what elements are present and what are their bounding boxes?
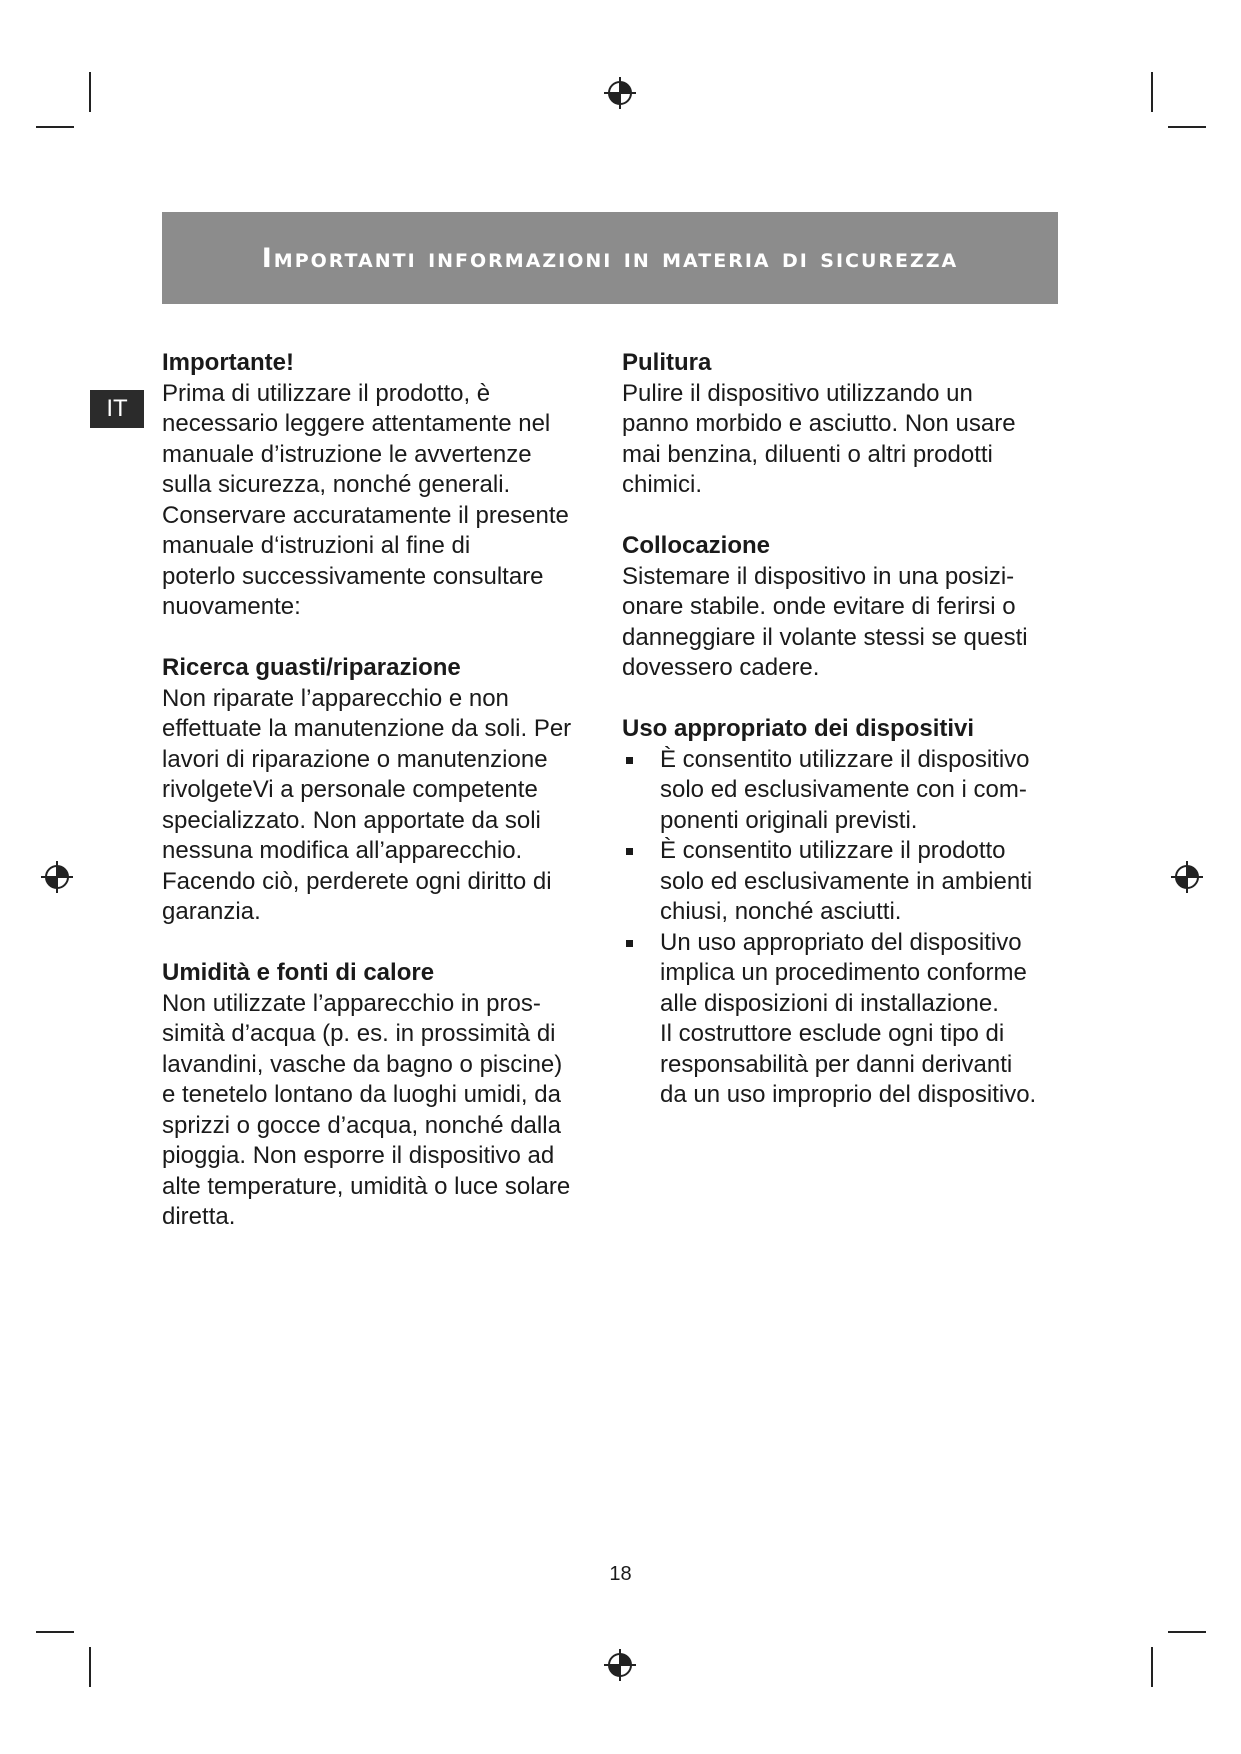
list-item: È consentito utilizzare il prodotto solo ed esclusivamente in ambienti chiusi, nonché asciutti. xyxy=(622,836,1062,928)
section-title: Uso appropriato dei dispositivi xyxy=(622,715,975,742)
language-tab: IT xyxy=(90,390,144,428)
page-title: Importanti informazioni in materia di sicurezza xyxy=(261,242,959,274)
crop-mark-bottom-right-vertical xyxy=(1151,1647,1153,1687)
registration-mark-icon xyxy=(603,76,637,110)
right-column xyxy=(622,348,1062,1141)
list-item: È consentito utilizzare il dispositivo solo ed esclusivamente con i com- ponenti originali previsti. xyxy=(622,745,1062,837)
section-text: Non riparate l’apparecchio e non effettuate la manutenzione da soli. Per lavori di riparazione o manutenzione rivolgeteVi a personale competente specializzato. Non apportate da soli nessuna modifica all’apparecchio. Facendo ciò, perderete ogni diritto di garanzia. xyxy=(162,684,572,925)
section-title: Umidità e fonti di calore xyxy=(162,959,435,986)
list-item: Un uso appropriato del dispositivo implica un procedimento conforme alle disposizioni di installazione. Il costruttore esclude ogni tipo di responsabilità per danni derivanti da un uso improprio del dispositivo. xyxy=(622,928,1062,1111)
crop-mark-bottom-left-vertical xyxy=(89,1647,91,1687)
registration-mark-icon xyxy=(40,860,74,894)
crop-mark-top-right-vertical xyxy=(1151,72,1153,112)
section-text: Sistemare il dispositivo in una posizi- onare stabile. onde evitare di ferirsi o danneggiare il volante stessi se questi dovessero cadere. xyxy=(622,562,1028,681)
section-uso-appropriato xyxy=(622,714,1062,1111)
section-text: Pulire il dispositivo utilizzando un panno morbido e asciutto. Non usare mai benzina, diluenti o altri prodotti chimici. xyxy=(622,379,1016,498)
section-title: Importante! xyxy=(162,349,294,376)
section-title: Ricerca guasti/riparazione xyxy=(162,654,461,681)
section-ricerca-guasti xyxy=(162,653,602,928)
section-header-bar xyxy=(162,212,1058,304)
bullet-list xyxy=(622,745,1062,1111)
registration-mark-icon xyxy=(603,1648,637,1682)
section-title: Collocazione xyxy=(622,532,771,559)
crop-mark-top-left-horizontal xyxy=(36,126,74,128)
section-umidita xyxy=(162,958,602,1233)
registration-mark-icon xyxy=(1170,860,1204,894)
section-pulitura xyxy=(622,348,1062,501)
page-number: 18 xyxy=(609,1563,632,1585)
crop-mark-bottom-right-horizontal xyxy=(1168,1631,1206,1633)
crop-mark-top-right-horizontal xyxy=(1168,126,1206,128)
section-importante xyxy=(162,348,602,623)
crop-mark-bottom-left-horizontal xyxy=(36,1631,74,1633)
section-text: Non utilizzate l’apparecchio in pros- simità d’acqua (p. es. in prossimità di lavandini, vasche da bagno o piscine) e tenetelo lontano da luoghi umidi, da sprizzi o gocce d’acqua, nonché dalla pioggia. Non esporre il dispositivo ad alte temperature, umidità o luce solare diretta. xyxy=(162,989,571,1230)
crop-mark-top-left-vertical xyxy=(89,72,91,112)
section-collocazione xyxy=(622,531,1062,684)
section-text: Prima di utilizzare il prodotto, è necessario leggere attentamente nel manuale d’istruzione le avvertenze sulla sicurezza, nonché generali. Conservare accuratamente il presente manuale d‘istruzioni al fine di poterlo successivamente consultare nuovamente: xyxy=(162,379,569,620)
section-title: Pulitura xyxy=(622,349,712,376)
left-column xyxy=(162,348,602,1263)
